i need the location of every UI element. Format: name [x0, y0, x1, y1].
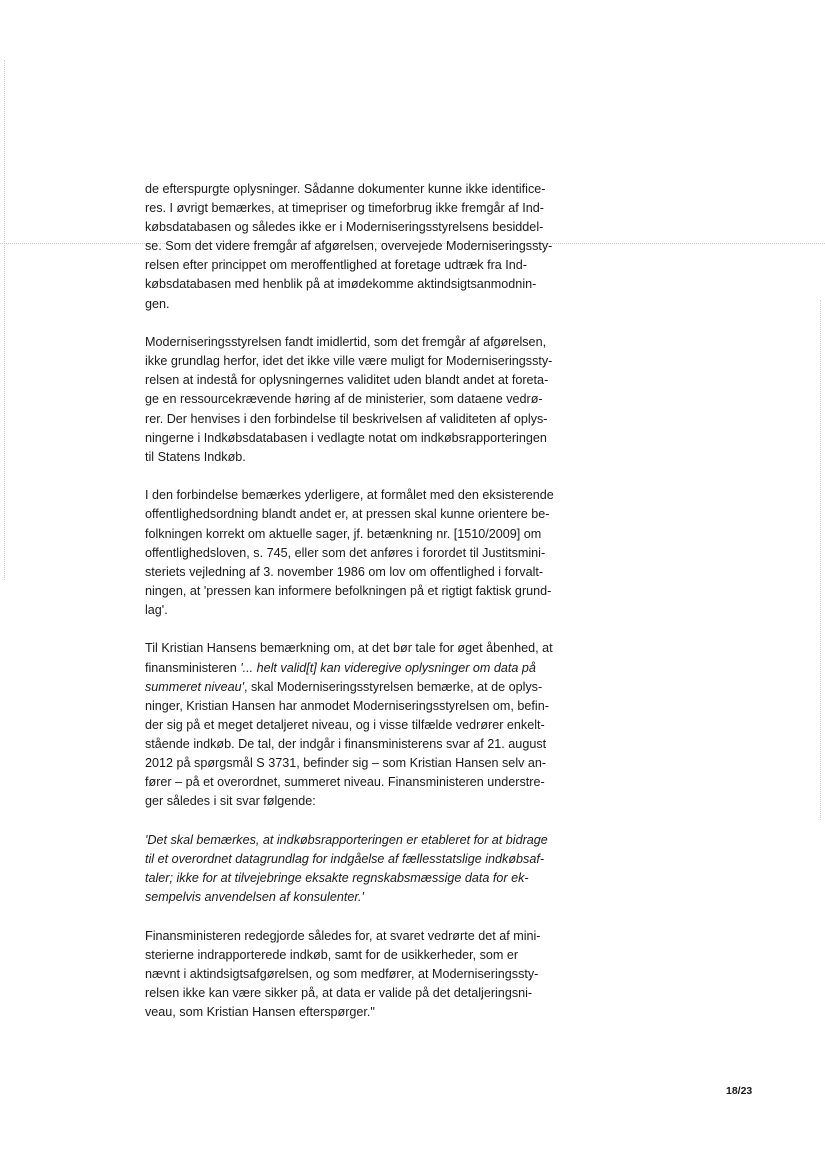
text-line: veau, som Kristian Hansen efterspørger." [145, 1005, 375, 1020]
scan-artifact-edge-right [820, 300, 821, 820]
text-line: ger således i sit svar følgende: [145, 794, 316, 809]
text-line: lag'. [145, 602, 168, 617]
text-line: købsdatabasen med henblik på at imødekomme aktindsigtsanmodnin- [145, 277, 537, 292]
text-line: ninger, Kristian Hansen har anmodet Moderniseringsstyrelsen om, befin- [145, 698, 549, 713]
text-line: der sig på et meget detaljeret niveau, og i visse tilfælde vedrører enkelt- [145, 717, 545, 732]
text-line: folkningen korrekt om aktuelle sager, jf. betænkning nr. [1510/2009] om [145, 526, 542, 541]
text-line: Moderniseringsstyrelsen fandt imidlertid, som det fremgår af afgørelsen, [145, 335, 547, 350]
text-line: relsen ikke kan være sikker på, at data er valide på det detaljeringsni- [145, 985, 533, 1000]
paragraph-1 [145, 180, 577, 314]
text-line: 2012 på spørgsmål S 3731, befinder sig – som Kristian Hansen selv an- [145, 756, 547, 771]
quoted-text: summeret niveau' [145, 679, 244, 694]
quoted-text: '... helt valid[t] kan videregive oplysninger om data på [240, 660, 536, 675]
text-line: Finansministeren redegjorde således for, at svaret vedrørte det af mini- [145, 928, 541, 943]
text-line: til et overordnet datagrundlag for indgåelse af fællesstatslige indkøbsaf- [145, 851, 545, 866]
text-line: rer. Der henvises i den forbindelse til beskrivelsen af validiteten af oplys- [145, 411, 548, 426]
text-line: stående indkøb. De tal, der indgår i finansministerens svar af 21. august [145, 736, 547, 751]
text-line: ge en ressourcekrævende høring af de ministerier, som dataene vedrø- [145, 392, 543, 407]
text-line: de efterspurgte oplysninger. Sådanne dokumenter kunne ikke identifice- [145, 182, 546, 196]
text-line: Til Kristian Hansens bemærkning om, at det bør tale for øget åbenhed, at [145, 641, 553, 656]
text-line: købsdatabasen og således ikke er i Moderniseringsstyrelsens besiddel- [145, 220, 544, 235]
text-line: ningerne i Indkøbsdatabasen i vedlagte notat om indkøbsrapporteringen [145, 430, 547, 445]
text-line: offentlighedsordning blandt andet er, at pressen skal kunne orientere be- [145, 507, 550, 522]
paragraph-2 [145, 333, 577, 467]
text-line: finansministeren '... helt valid[t] kan videregive oplysninger om data på [145, 660, 536, 675]
text-line: steriets vejledning af 3. november 1986 om lov om offentlighed i forvalt- [145, 564, 544, 579]
text-line: til Statens Indkøb. [145, 449, 246, 464]
text-line: gen. [145, 296, 170, 311]
text-line: ikke grundlag herfor, idet det ikke ville være muligt for Moderniseringssty- [145, 354, 553, 369]
text-line: relsen efter princippet om meroffentlighed at foretage udtræk fra Ind- [145, 258, 527, 273]
text-line: I den forbindelse bemærkes yderligere, at formålet med den eksisterende [145, 488, 554, 503]
quotation-paragraph [145, 831, 577, 907]
text-line: fører – på et overordnet, summeret niveau. Finansministeren understre- [145, 775, 545, 790]
text-line: res. I øvrigt bemærkes, at timepriser og timeforbrug ikke fremgår af Ind- [145, 201, 544, 216]
paragraph-6 [145, 927, 577, 1022]
letter-body [145, 180, 577, 1042]
text-line: taler; ikke for at tilvejebringe eksakte regnskabsmæssige data for ek- [145, 871, 529, 885]
page-number: 18/23 [726, 1085, 753, 1097]
text-line: se. Som det videre fremgår af afgørelsen, overvejede Moderniseringssty- [145, 239, 553, 254]
text-line: offentlighedsloven, s. 745, eller som det anføres i forordet til Justitsmini- [145, 545, 546, 560]
paragraph-3 [145, 486, 577, 620]
text-line: nævnt i aktindsigtsafgørelsen, og som medfører, at Moderniseringssty- [145, 966, 539, 981]
text-line: ningen, at 'pressen kan informere befolkningen på et rigtigt faktisk grund- [145, 583, 552, 598]
scan-artifact-edge-left [4, 60, 5, 580]
text-line: 'Det skal bemærkes, at indkøbsrapporteringen er etableret for at bidrage [145, 832, 548, 847]
paragraph-4 [145, 639, 577, 811]
text-line: summeret niveau', skal Moderniseringsstyrelsen bemærke, at de oplys- [145, 679, 543, 694]
text-line: relsen at indestå for oplysningernes validitet uden blandt andet at foreta- [145, 373, 549, 388]
text-line: sterierne indrapporterede indkøb, samt for de usikkerheder, som er [145, 947, 519, 962]
text-line: sempelvis anvendelsen af konsulenter.' [145, 890, 364, 905]
